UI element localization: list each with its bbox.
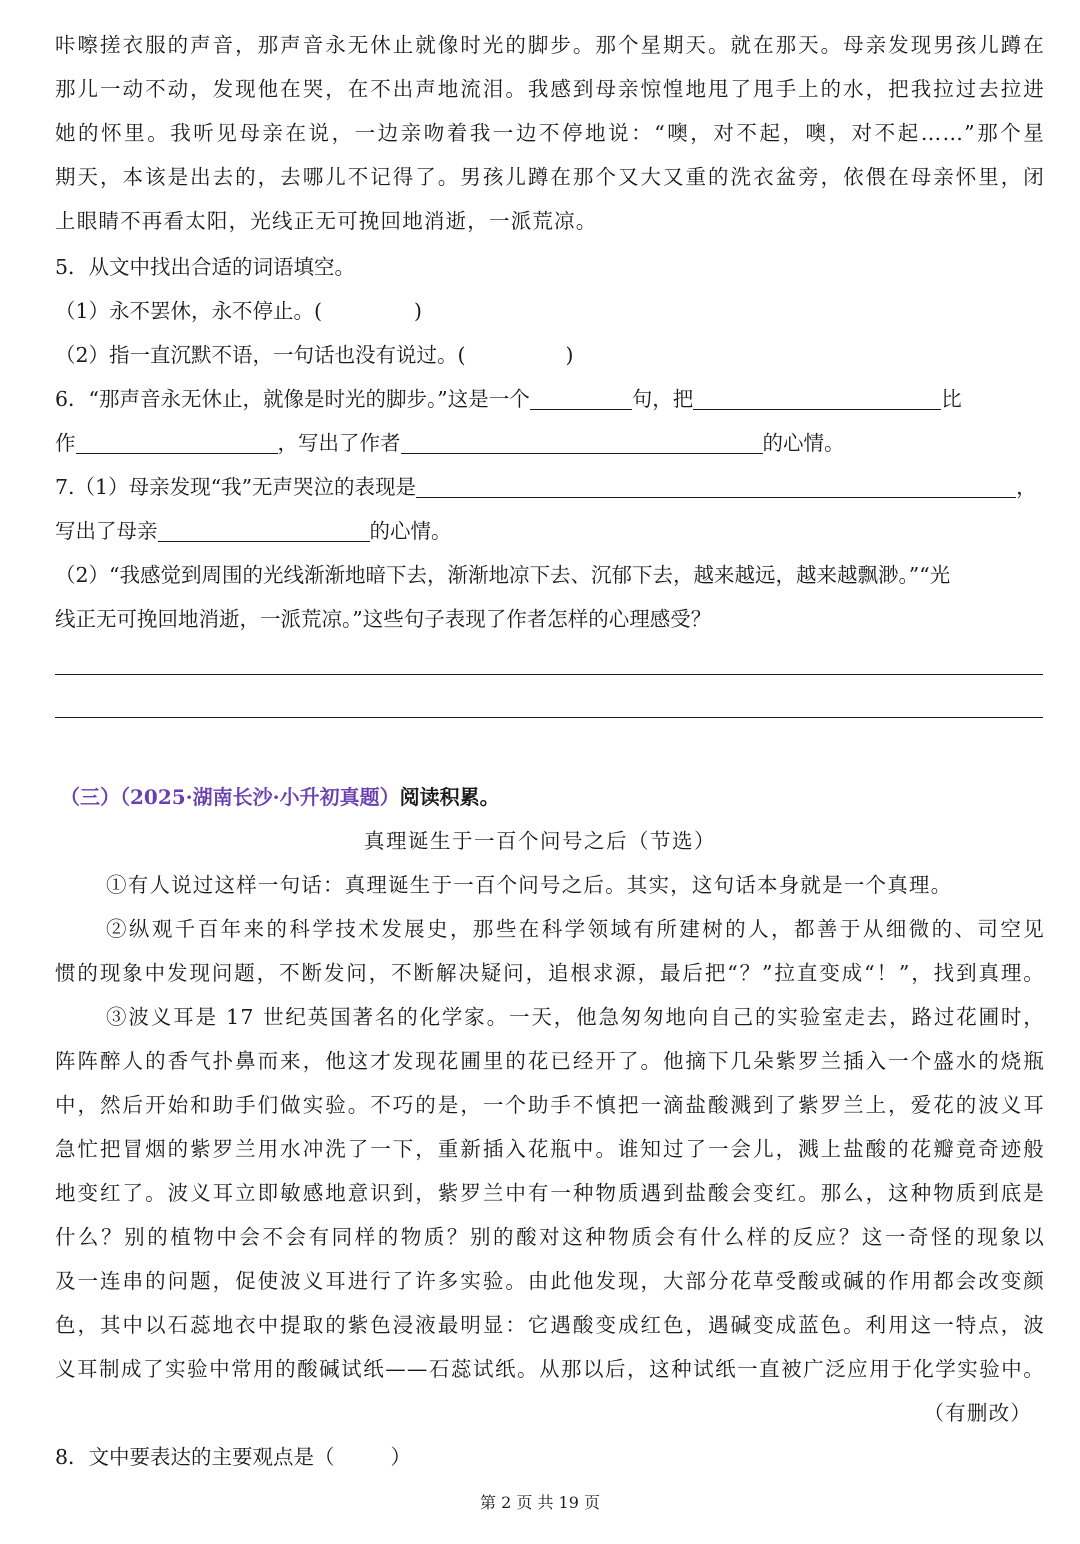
answer-blank[interactable]	[416, 475, 1016, 498]
article-paragraph-3-line: 义耳制成了实验中常用的酸碱试纸——石蕊试纸。从那以后，这种试纸一直被广泛应用于化学实验中。	[55, 1357, 1045, 1381]
q5-item2-close: )	[565, 343, 574, 367]
question-5-item-2	[55, 340, 1045, 370]
q7-text: 的心情。	[369, 519, 452, 543]
q5-item1-close: )	[414, 299, 423, 323]
section-title: 阅读积累。	[399, 785, 500, 809]
article-paragraph-3-line: 阵阵醉人的香气扑鼻而来，他这才发现花圃里的花已经开了。他摘下几朵紫罗兰插入一个盛水的烧瓶	[55, 1049, 1045, 1073]
q6-text: ，写出了作者	[277, 431, 401, 455]
passage-line: 期天，本该是出去的，去哪儿不记得了。男孩儿蹲在那个又大又重的洗衣盆旁，依偎在母亲怀里，闭	[55, 165, 1045, 189]
passage-line: 上眼睛不再看太阳，光线正无可挽回地消逝，一派荒凉。	[55, 209, 598, 233]
question-8	[55, 1442, 1045, 1472]
q7-text: 7.（1）母亲发现“我”无声哭泣的表现是	[55, 475, 417, 499]
article-title: 真理诞生于一百个问号之后（节选）	[364, 829, 716, 853]
question-5-stem: 5．从文中找出合适的词语填空。	[55, 255, 356, 279]
q5-item2-text: （2）指一直沉默不语，一句话也没有说过。(	[55, 343, 466, 367]
article-paragraph-2-line: ②纵观千百年来的科学技术发展史，那些在科学领域有所建树的人，都善于从细微的、司空见	[106, 917, 1045, 941]
question-6-line-1	[55, 384, 1045, 414]
article-paragraph-3-line: 色，其中以石蕊地衣中提取的紫色浸液最明显：它遇酸变成红色，遇碱变成蓝色。利用这一特点，波	[55, 1313, 1045, 1337]
q7-comma: ，	[1016, 475, 1037, 499]
article-paragraph-3-line: 及一连串的问题，促使波义耳进行了许多实验。由此他发现，大部分花草受酸或碱的作用都会改变颜	[55, 1269, 1045, 1293]
article-paragraph-2-line: 惯的现象中发现问题，不断发问，不断解决疑问，追根求源，最后把“？”拉直变成“！”，找到真理。	[55, 961, 1045, 985]
q5-item1-text: （1）永不罢休，永不停止。(	[55, 299, 323, 323]
answer-blank[interactable]	[76, 431, 278, 454]
article-paragraph-3-line: ③波义耳是 17 世纪英国著名的化学家。一天，他急匆匆地向自己的实验室走去，路过花圃时，	[106, 1005, 1045, 1029]
section-source-label: （三）（2025·湖南长沙·小升初真题）	[60, 785, 400, 809]
page-number-footer: 第 2 页 共 19 页	[480, 1493, 600, 1512]
q6-text: 比	[941, 387, 962, 411]
q6-text: 6．“那声音永无休止，就像是时光的脚步。”这是一个	[55, 387, 530, 411]
answer-blank[interactable]	[401, 431, 763, 454]
passage-line: 她的怀里。我听见母亲在说，一边亲吻着我一边不停地说：“噢，对不起，噢，对不起……”那个星	[55, 121, 1045, 145]
article-paragraph-3-line: 中，然后开始和助手们做实验。不巧的是，一个助手不慎把一滴盐酸溅到了紫罗兰上，爱花的波义耳	[55, 1093, 1045, 1117]
q6-text: 句，把	[631, 387, 694, 411]
article-paragraph-3-line: 什么？别的植物中会不会有同样的物质？别的酸对这种物质会有什么样的反应？这一奇怪的现象以	[55, 1225, 1045, 1249]
question-7-line-1	[55, 472, 1045, 502]
section-heading	[60, 782, 500, 812]
question-7-line-2	[55, 516, 1045, 546]
question-7-sub-2-line-1: （2）“我感觉到周围的光线渐渐地暗下去，渐渐地凉下去、沉郁下去，越来越远，越来越飘渺。”“光	[55, 563, 951, 587]
q6-text: 的心情。	[762, 431, 845, 455]
article-paragraph-1: ①有人说过这样一句话：真理诞生于一百个问号之后。其实，这句话本身就是一个真理。	[106, 873, 953, 897]
article-paragraph-3-line: 地变红了。波义耳立即敏感地意识到，紫罗兰中有一种物质遇到盐酸会变红。那么，这种物质到底是	[55, 1181, 1045, 1205]
edit-note: （有删改）	[923, 1401, 1032, 1425]
q6-text: 作	[55, 431, 76, 455]
answer-blank[interactable]	[158, 519, 370, 542]
question-6-line-2	[55, 428, 1045, 458]
question-7-sub-2-line-2: 线正无可挽回地消逝，一派荒凉。”这些句子表现了作者怎样的心理感受？	[55, 607, 712, 631]
answer-line[interactable]	[55, 674, 1043, 675]
question-5-item-1	[55, 296, 1045, 326]
answer-blank[interactable]	[530, 387, 632, 410]
answer-blank[interactable]	[693, 387, 941, 410]
article-paragraph-3-line: 急忙把冒烟的紫罗兰用水冲洗了一下，重新插入花瓶中。谁知过了一会儿，溅上盐酸的花瓣竟奇迹般	[55, 1137, 1045, 1161]
answer-line[interactable]	[55, 717, 1043, 718]
q7-text: 写出了母亲	[55, 519, 158, 543]
q8-close: ）	[390, 1445, 412, 1469]
passage-line: 那儿一动不动，发现他在哭，在不出声地流泪。我感到母亲惊惶地甩了甩手上的水，把我拉过去拉进	[55, 77, 1045, 101]
q8-stem: 8．文中要表达的主要观点是（	[55, 1445, 335, 1469]
passage-line: 咔嚓搓衣服的声音，那声音永无休止就像时光的脚步。那个星期天。就在那天。母亲发现男孩儿蹲在	[55, 33, 1045, 57]
